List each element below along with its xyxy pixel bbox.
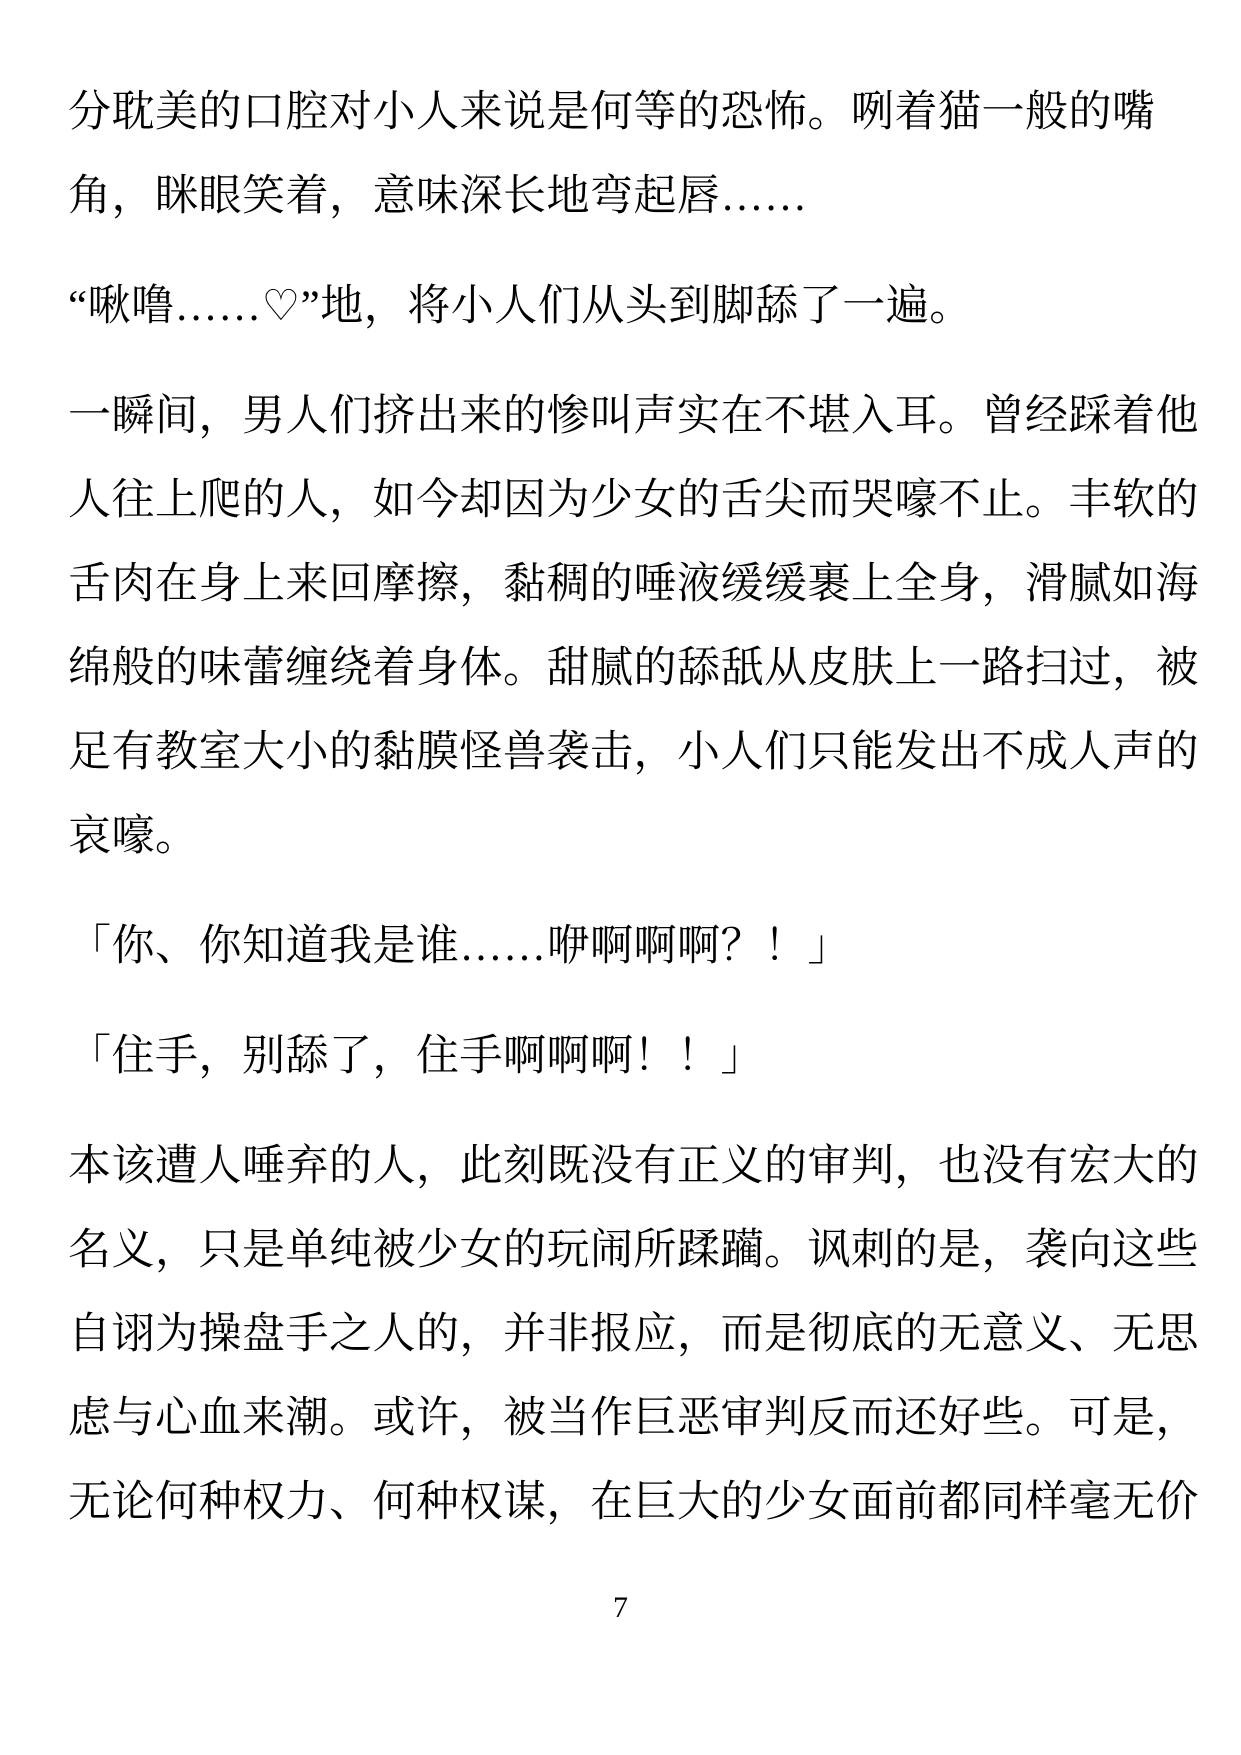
text-line: 角，眯眼笑着，意味深长地弯起唇…… [68, 173, 808, 220]
paragraph [68, 905, 1183, 989]
text-line: 无论何种权力、何种权谋，在巨大的少女面前都同样毫无价 [68, 1479, 1199, 1526]
text-line: 一瞬间，男人们挤出来的惨叫声实在不堪入耳。曾经踩着他 [68, 393, 1199, 440]
text-line: 足有教室大小的黏膜怪兽袭击，小人们只能发出不成人声的 [68, 729, 1199, 776]
text-line: 自诩为操盘手之人的，并非报应，而是彻底的无意义、无思 [68, 1311, 1199, 1358]
page-number: 7 [613, 1591, 628, 1624]
text-line: 人往上爬的人，如今却因为少女的舌尖而哭嚎不止。丰软的 [68, 477, 1199, 524]
text-line: 「你、你知道我是谁……咿啊啊啊？！」 [68, 923, 851, 970]
text-line: 「住手，别舔了，住手啊啊啊！！」 [68, 1033, 764, 1080]
text-line: 哀嚎。 [68, 813, 199, 860]
text-line: 舌肉在身上来回摩擦，黏稠的唾液缓缓裹上全身，滑腻如海 [68, 561, 1199, 608]
text-line: 分耽美的口腔对小人来说是何等的恐怖。咧着猫一般的嘴 [68, 89, 1156, 136]
paragraph [68, 71, 1183, 239]
paragraph [68, 1015, 1183, 1099]
text-line: 名义，只是单纯被少女的玩闹所蹂躏。讽刺的是，袭向这些 [68, 1227, 1199, 1274]
paragraph [68, 375, 1199, 879]
text-line: 本该遭人唾弃的人，此刻既没有正义的审判，也没有宏大的 [68, 1143, 1199, 1190]
paragraph [68, 265, 1183, 349]
text-line: “啾噜……♡”地，将小人们从头到脚舔了一遍。 [68, 283, 973, 330]
text-line: 虑与心血来潮。或许，被当作巨恶审判反而还好些。可是， [68, 1395, 1199, 1442]
paragraph [68, 1125, 1199, 1545]
text-line: 绵般的味蕾缠绕着身体。甜腻的舔舐从皮肤上一路扫过，被 [68, 645, 1199, 692]
